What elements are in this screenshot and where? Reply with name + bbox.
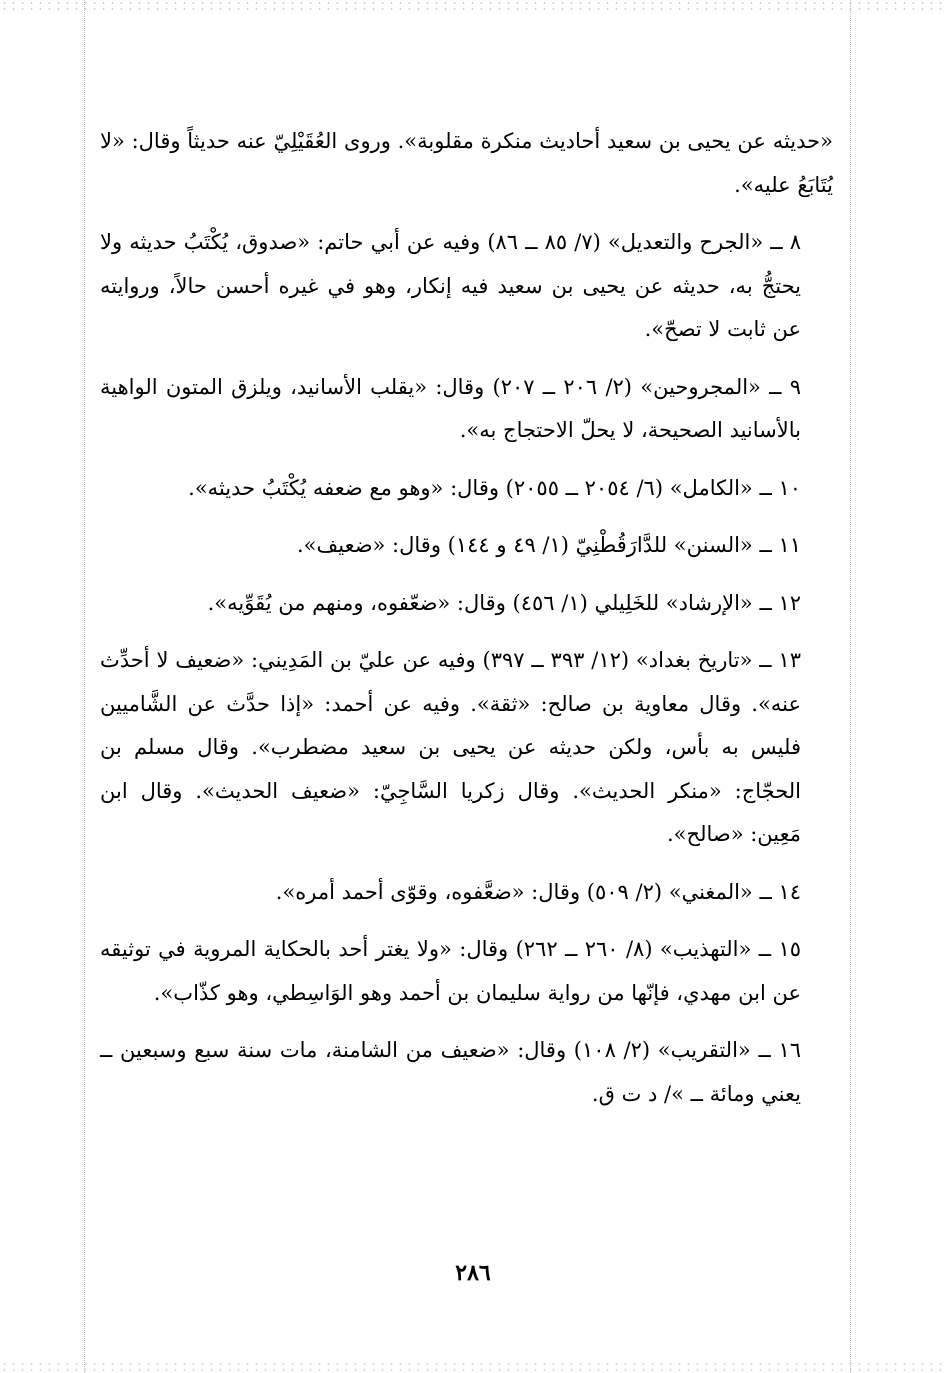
paragraph-entry-11: ١١ ــ «السنن» للدَّارَقُطْنِيّ (١/ ٤٩ و ١٤٤) وقال: «ضعيف».: [296, 533, 801, 557]
paragraph-continuation: «حديثه عن يحيى بن سعيد أحاديث منكرة مقلوبة». وروى العُقَيْلِيّ عنه حديثاً وقال: «لا يُتَابَعُ عليه».: [100, 129, 833, 197]
paragraph-entry-16: ١٦ ــ «التقريب» (٢/ ١٠٨) وقال: «ضعيف من الشامنة، مات سنة سبع وسبعين ــ يعني ومائة ــ »/ د ت ق.: [100, 1038, 802, 1106]
page-body: [100, 120, 833, 1130]
scan-border-top: [0, 0, 946, 14]
paragraph-entry-10: ١٠ ــ «الكامل» (٦/ ٢٠٥٤ ــ ٢٠٥٥) وقال: «وهو مع ضعفه يُكْتَبُ حديثه».: [188, 475, 801, 500]
page-number: ٢٨٦: [455, 1260, 491, 1286]
scan-border-bottom: [0, 1361, 946, 1373]
scan-margin-line-left: [84, 0, 85, 1373]
scan-margin-line-right: [850, 0, 851, 1373]
paragraph-entry-12: ١٢ ــ «الإرشاد» للخَلِيلي (١/ ٤٥٦) وقال: «ضعّفوه، ومنهم من يُقَوِّيه».: [207, 590, 801, 615]
paragraph-entry-8: ٨ ــ «الجرح والتعديل» (٧/ ٨٥ ــ ٨٦) وفيه عن أبي حاتم: «صدوق، يُكْتَبُ حديثه ولا يحتجُّ به، حديثه عن يحيى بن سعيد فيه إنكار، وهو في غيره أحسن حالاً، وروايته عن ثابت لا تصحّ».: [100, 230, 801, 341]
paragraph-entry-15: ١٥ ــ «التهذيب» (٨/ ٢٦٠ ــ ٢٦٢) وقال: «ولا يغتر أحد بالحكاية المروية في توثيقه عن ابن مهدي، فإنّها من رواية سليمان بن أحمد وهو الوَاسِطي، وهو كذّاب».: [100, 937, 801, 1005]
paragraph-entry-14: ١٤ ــ «المغني» (٢/ ٥٠٩) وقال: «ضعَّفوه، وقوّى أحمد أمره».: [275, 879, 801, 904]
paragraph-entry-9: ٩ ــ «المجروحين» (٢/ ٢٠٦ ــ ٢٠٧) وقال: «يقلب الأسانيد، ويلزق المتون الواهية بالأسانيد الصحيحة، لا يحلّ الاحتجاج به».: [100, 374, 801, 442]
paragraph-entry-13: ١٣ ــ «تاريخ بغداد» (١٢/ ٣٩٣ ــ ٣٩٧) وفيه عن عليّ بن المَدِيني: «ضعيف لا أحدِّث عنه». وقال معاوية بن صالح: «ثقة». وفيه عن أحمد: «إذا حدَّث عن الشَّاميين فليس به بأس، ولكن حديثه عن يحيى بن سعيد مضطرب». وقال مسلم بن الحجّاج: «منكر الحديث». وقال زكريا السَّاجِيّ: «ضعيف الحديث». وقال ابن مَعِين: «صالح».: [100, 648, 801, 846]
